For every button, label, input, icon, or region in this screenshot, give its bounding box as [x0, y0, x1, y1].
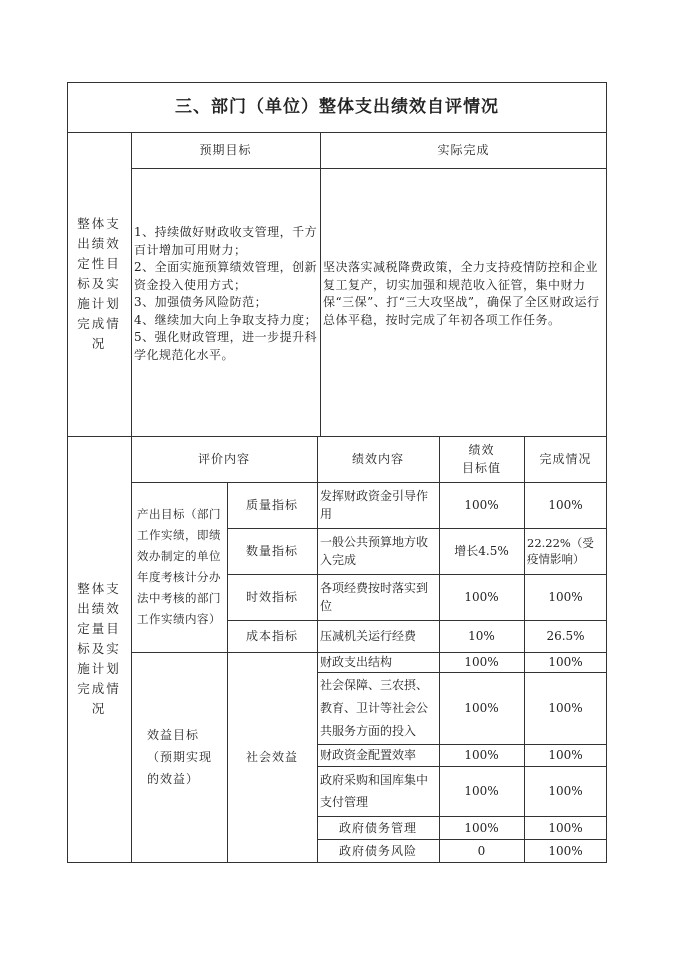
perf-content-cell: 一般公共预算地方收入完成 — [320, 535, 429, 567]
benefit-goal-label: 效益目标（预期实现的效益） — [147, 728, 213, 786]
target-value-cell: 100% — [464, 655, 499, 669]
target-value-cell: 100% — [464, 701, 499, 715]
completion-cell: 22.22%（受疫情影响） — [527, 536, 594, 566]
completion-header: 完成情况 — [539, 452, 592, 466]
completion-cell: 100% — [548, 820, 583, 835]
indicator-social-benefit: 社会效益 — [245, 750, 298, 764]
target-value-header: 绩效 目标值 — [461, 443, 501, 475]
perf-content-cell: 发挥财政资金引导作用 — [320, 489, 429, 521]
completion-cell: 100% — [548, 843, 583, 858]
target-value-cell: 0 — [477, 843, 486, 858]
target-value-cell: 100% — [464, 784, 499, 798]
actual-completion-header: 实际完成 — [437, 143, 490, 157]
quantitative-side-label: 整体支出绩效定量目标及实施计划完成情况 — [77, 581, 121, 716]
perf-content-header: 绩效内容 — [351, 452, 404, 466]
perf-content-cell: 社会保障、三农摂、教育、卫计等社会公共服务方面的投入 — [320, 677, 429, 738]
target-value-cell: 10% — [468, 629, 495, 643]
completion-cell: 100% — [548, 748, 583, 762]
table-border-left — [67, 82, 68, 863]
expected-goal-header: 预期目标 — [199, 143, 252, 157]
indicator-timeliness: 时效指标 — [245, 590, 298, 604]
completion-cell: 100% — [548, 498, 583, 512]
target-value-cell: 100% — [464, 590, 499, 604]
indicator-quantity: 数量指标 — [245, 544, 298, 558]
eval-content-header: 评价内容 — [197, 452, 250, 466]
perf-content-cell: 政府采购和国库集中支付管理 — [320, 773, 429, 809]
qualitative-side-label: 整体支出绩效定性目标及实施计划完成情况 — [77, 216, 121, 351]
perf-content-cell: 压减机关运行经费 — [320, 629, 417, 643]
perf-content-cell: 财政资金配置效率 — [320, 748, 417, 762]
target-value-cell: 增长4.5% — [454, 544, 509, 558]
completion-cell: 100% — [548, 701, 583, 715]
actual-completion-text: 坚决落实减税降费政策，全力支持疫情防控和企业复工复产，切实加强和规范收入征管，集中财力保“三保”、打“三大攻坚战”，确保了全区财政运行总体平稳，按时完成了年初各项工作任务。 — [323, 260, 600, 327]
self-evaluation-table — [67, 82, 607, 863]
perf-content-cell: 财政支出结构 — [320, 655, 393, 669]
indicator-quality: 质量指标 — [245, 498, 298, 512]
perf-content-cell: 各项经费按时落实到位 — [320, 581, 429, 613]
completion-cell: 100% — [548, 655, 583, 669]
perf-content-cell: 政府债务管理 — [338, 820, 417, 835]
indicator-cost: 成本指标 — [245, 629, 298, 643]
completion-cell: 26.5% — [546, 629, 585, 643]
expected-goal-text: 1、持续做好财政收支管理，千方百计增加可用财力； 2、全面实施预算绩效管理，创新资金投入使用方式； 3、加强债务风险防范； 4、继续加大向上争取支持力度； 5、强化财政管理，进一步提升科学化规范化水平。 — [134, 225, 318, 362]
section-title: 三、部门（单位）整体支出绩效自评情况 — [175, 97, 499, 117]
completion-cell: 100% — [548, 784, 583, 798]
target-value-cell: 100% — [464, 748, 499, 762]
completion-cell: 100% — [548, 590, 583, 604]
target-value-cell: 100% — [464, 820, 499, 835]
table-border-bottom — [67, 862, 607, 863]
target-value-cell: 100% — [464, 498, 499, 512]
perf-content-cell: 政府债务风险 — [338, 843, 417, 858]
output-goal-label: 产出目标（部门工作实绩，即绩效办制定的单位年度考核计分办法中考核的部门工作实绩内容） — [137, 507, 221, 626]
